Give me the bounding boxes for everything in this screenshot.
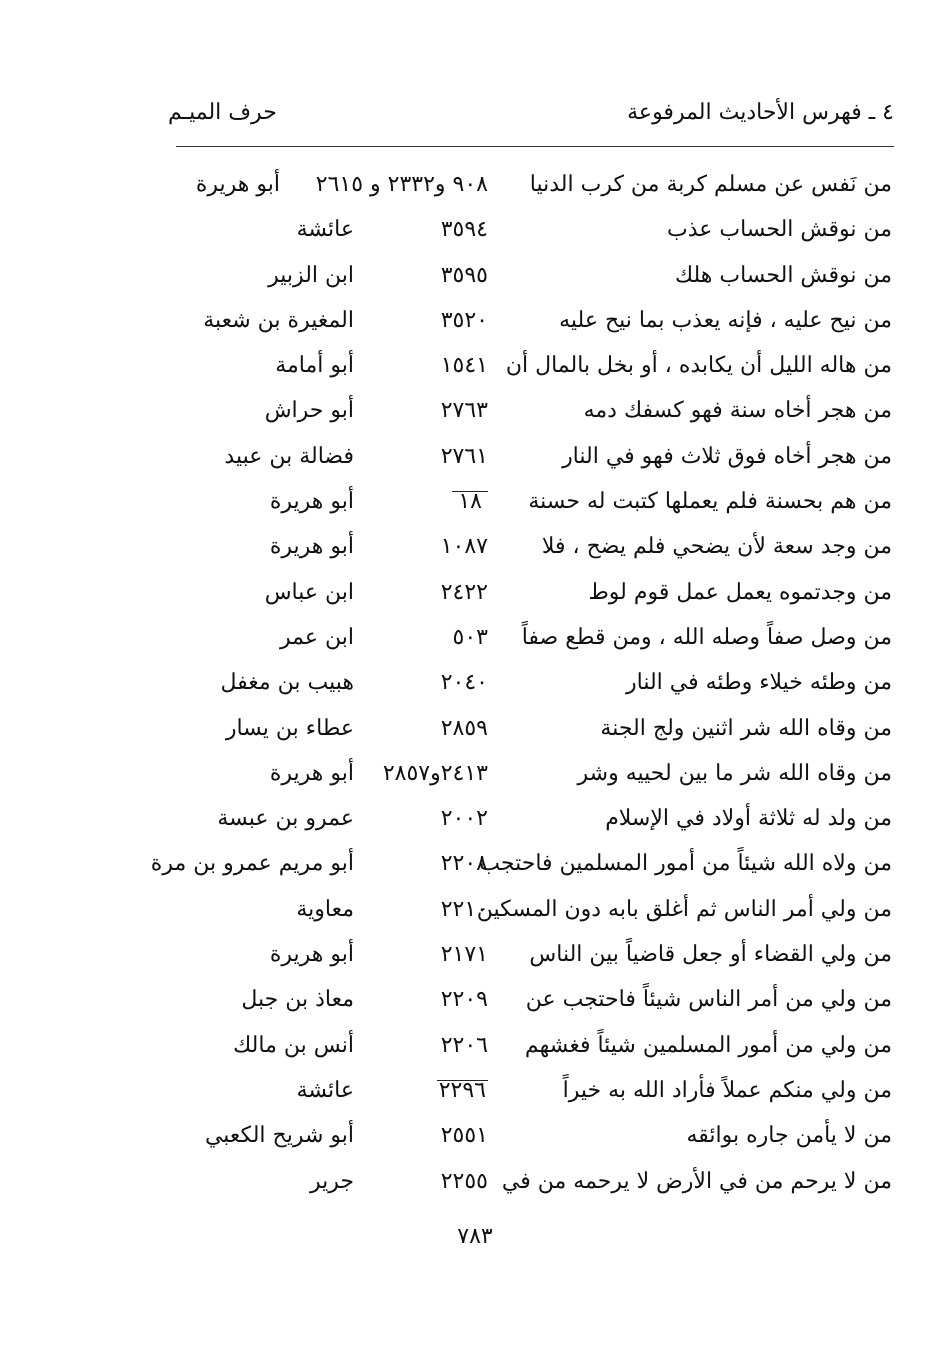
hadith-text: من ولد له ثلاثة أولاد في الإسلام <box>605 806 892 832</box>
index-row <box>0 932 950 977</box>
narrator: أنس بن مالك <box>233 1032 354 1058</box>
narrator: أبو شريح الكعبي <box>204 1123 354 1149</box>
hadith-text: من نوقش الحساب هلك <box>674 262 892 288</box>
index-row <box>0 479 950 524</box>
index-row <box>0 1113 950 1158</box>
index-row <box>0 887 950 932</box>
index-entries <box>0 162 950 1204</box>
hadith-number: ٢١٧١ <box>440 942 488 968</box>
hadith-number: ١٥٤١ <box>440 353 488 379</box>
hadith-number: ٣٥٩٤ <box>440 217 488 243</box>
hadith-text: من هاله الليل أن يكابده ، أو بخل بالمال أن <box>505 353 892 379</box>
hadith-text: من وصل صفاً وصله الله ، ومن قطع صفاً <box>521 624 892 650</box>
hadith-number: ١٨ <box>452 491 488 512</box>
narrator: المغيرة بن شعبة <box>203 307 354 333</box>
hadith-text: من وجد سعة لأن يضحي فلم يضح ، فلا <box>541 534 892 560</box>
narrator: ابن عمر <box>280 624 354 650</box>
narrator: عائشة <box>296 217 354 243</box>
index-row <box>0 751 950 796</box>
header-rule <box>176 146 894 147</box>
index-row <box>0 388 950 433</box>
hadith-text: من وقاه الله شر ما بين لحييه وشر <box>577 760 892 786</box>
hadith-number: ٢٢٠٩ <box>440 987 488 1013</box>
hadith-number: ٥٠٣ <box>452 624 488 650</box>
index-row <box>0 1068 950 1113</box>
narrator: معاوية <box>296 896 354 922</box>
hadith-text: من ولي من أمور المسلمين شيئاً فغشهم <box>524 1032 892 1058</box>
index-row <box>0 162 950 207</box>
narrator: جرير <box>310 1168 354 1194</box>
hadith-text: من ولاه الله شيئاً من أمور المسلمين فاحتجب <box>479 851 892 877</box>
hadith-text: من ولي القضاء أو جعل قاضياً بين الناس <box>529 942 892 968</box>
hadith-number: ٢٠٠٢ <box>440 806 488 832</box>
narrator: ابن عباس <box>264 579 354 605</box>
hadith-number: ٣٥٩٥ <box>440 262 488 288</box>
hadith-number: ٢٢١٠ <box>440 896 488 922</box>
narrator: عطاء بن يسار <box>225 715 354 741</box>
index-row <box>0 1023 950 1068</box>
page-number: ٧٨٣ <box>457 1224 493 1249</box>
index-row <box>0 253 950 298</box>
hadith-number: ٢٤١٣و٢٨٥٧ <box>382 760 488 786</box>
hadith-number: ٢٢٠٦ <box>440 1032 488 1058</box>
hadith-text: من ولي منكم عملاً فأراد الله به خيراً <box>562 1077 892 1103</box>
hadith-text: من هم بحسنة فلم يعملها كتبت له حسنة <box>528 489 892 515</box>
hadith-number: ٢٥٥١ <box>440 1123 488 1149</box>
narrator: هبيب بن مغفل <box>220 670 354 696</box>
hadith-number: ٢٨٥٩ <box>440 715 488 741</box>
narrator: فضالة بن عبيد <box>224 443 354 469</box>
hadith-number: ٢٧٦٣ <box>440 398 488 424</box>
narrator: معاذ بن جبل <box>241 987 354 1013</box>
hadith-text: من وقاه الله شر اثنين ولج الجنة <box>600 715 892 741</box>
index-row <box>0 977 950 1022</box>
hadith-text: من نيح عليه ، فإنه يعذب بما نيح عليه <box>559 307 892 333</box>
narrator: أبو مريم عمرو بن مرة <box>150 851 354 877</box>
hadith-text: من نوقش الحساب عذب <box>666 217 892 243</box>
hadith-text: من وطئه خيلاء وطئه في النار <box>626 670 892 696</box>
hadith-number: ٩٠٨ و٢٣٣٢ و ٢٦١٥ <box>315 172 488 197</box>
hadith-text: من نَفس عن مسلم كربة من كرب الدنيا <box>529 172 892 197</box>
index-row <box>0 207 950 252</box>
narrator: عمرو بن عبسة <box>217 806 354 832</box>
index-row <box>0 570 950 615</box>
hadith-number: ٢٢٥٥ <box>440 1168 488 1194</box>
index-row <box>0 841 950 886</box>
narrator: أبو هريرة <box>195 172 280 197</box>
hadith-text: من لا يأمن جاره بوائقه <box>686 1123 892 1149</box>
index-row <box>0 434 950 479</box>
hadith-text: من ولي أمر الناس ثم أغلق بابه دون المسكين <box>476 896 892 922</box>
index-row <box>0 796 950 841</box>
index-row <box>0 615 950 660</box>
narrator: أبو هريرة <box>269 489 354 515</box>
index-row <box>0 1159 950 1204</box>
index-row <box>0 706 950 751</box>
index-row <box>0 343 950 388</box>
hadith-text: من لا يرحم من في الأرض لا يرحمه من في <box>501 1168 892 1194</box>
hadith-number: ٢٢٠٨ <box>440 851 488 877</box>
index-row <box>0 524 950 569</box>
running-header-title: ٤ ـ فهرس الأحاديث المرفوعة <box>627 100 894 125</box>
index-row <box>0 298 950 343</box>
hadith-text: من ولي من أمر الناس شيئاً فاحتجب عن <box>525 987 892 1013</box>
hadith-number: ٢٧٦١ <box>440 443 488 469</box>
hadith-text: من وجدتموه يعمل عمل قوم لوط <box>588 579 892 605</box>
hadith-number: ١٠٨٧ <box>440 534 488 560</box>
hadith-number: ٢٢٩٦ <box>438 1077 486 1103</box>
hadith-number: ٣٥٢٠ <box>440 307 488 333</box>
narrator: أبو هريرة <box>269 760 354 786</box>
hadith-number: ٢٤٢٢ <box>440 579 488 605</box>
narrator: عائشة <box>296 1077 354 1103</box>
hadith-number: ٢٠٤٠ <box>440 670 488 696</box>
narrator: ابن الزبير <box>268 262 354 288</box>
running-header-section: حرف الميـم <box>168 100 277 125</box>
hadith-text: من هجر أخاه سنة فهو كسفك دمه <box>583 398 892 424</box>
hadith-text: من هجر أخاه فوق ثلاث فهو في النار <box>562 443 892 469</box>
narrator: أبو أمامة <box>275 353 354 379</box>
narrator: أبو هريرة <box>269 942 354 968</box>
narrator: أبو هريرة <box>269 534 354 560</box>
index-row <box>0 660 950 705</box>
narrator: أبو حراش <box>264 398 354 424</box>
